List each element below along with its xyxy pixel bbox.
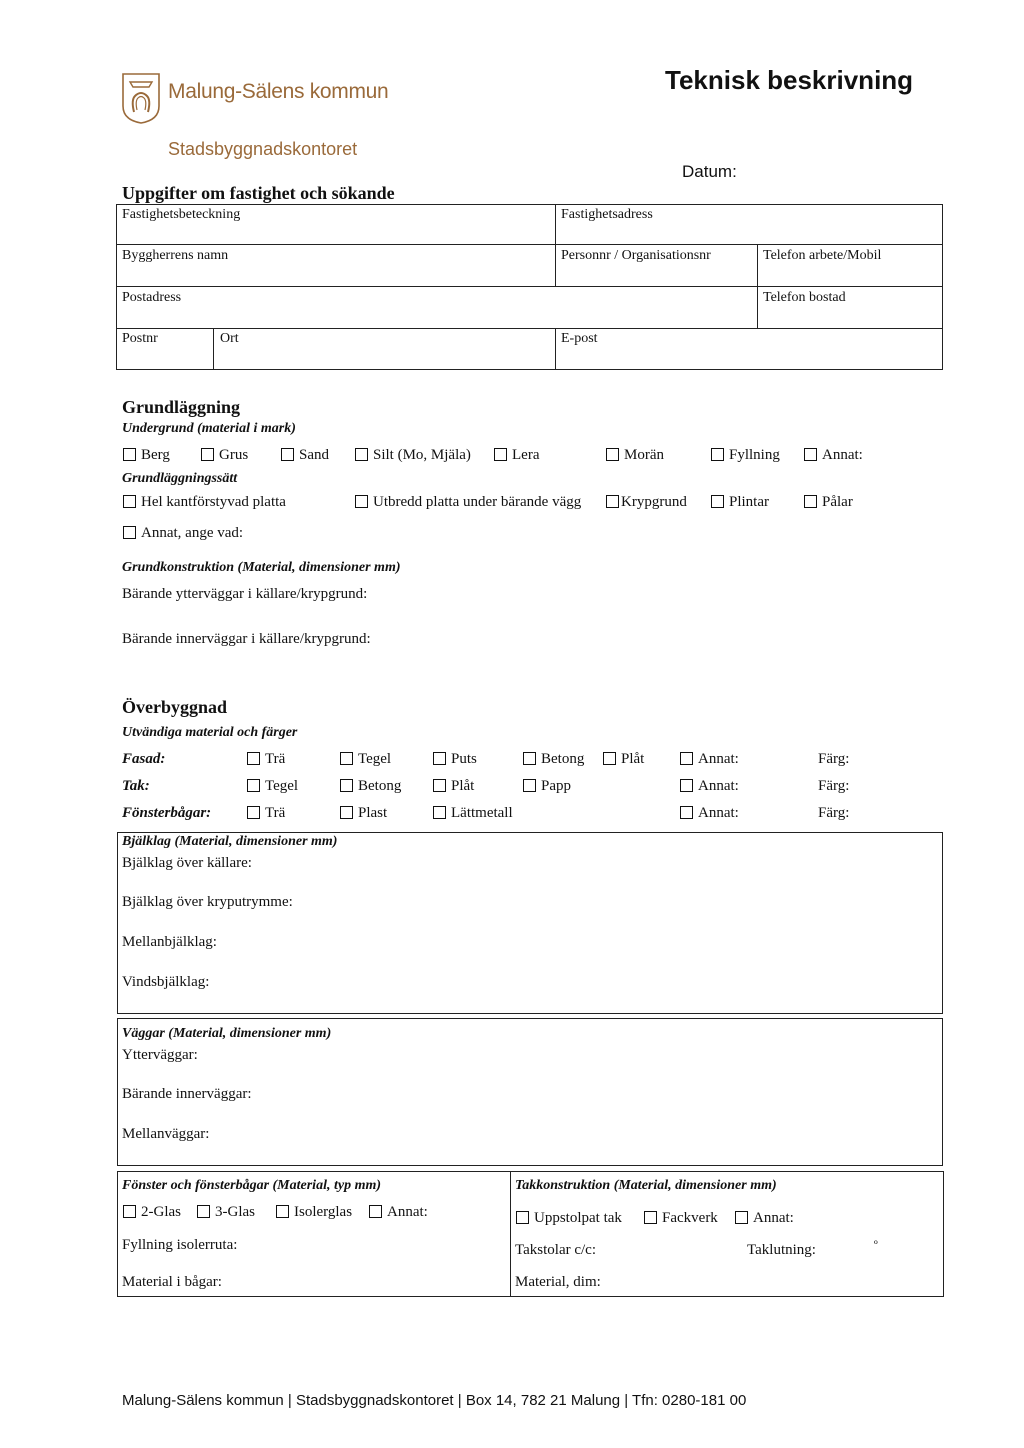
postadress-field[interactable]: Postadress: [122, 290, 182, 305]
fonster-heading: Fönster och fönsterbågar (Material, typ mm): [122, 1178, 382, 1193]
fastighetsadress-field[interactable]: Fastighetsadress: [561, 207, 653, 222]
checkbox-sand[interactable]: Sand: [281, 447, 329, 464]
tak-farg-field[interactable]: Färg:: [818, 778, 850, 794]
checkbox-tak-betong[interactable]: Betong: [340, 778, 401, 795]
checkbox-fyllning[interactable]: Fyllning: [711, 447, 780, 464]
checkbox-icon[interactable]: [355, 495, 368, 508]
personnr-field[interactable]: Personnr / Organisationsnr: [561, 248, 711, 263]
checkbox-3-glas[interactable]: 3-Glas: [197, 1204, 255, 1221]
checkbox-icon[interactable]: [680, 779, 693, 792]
checkbox-icon[interactable]: [603, 752, 616, 765]
checkbox-fackverk[interactable]: Fackverk: [644, 1210, 718, 1227]
checkbox-icon[interactable]: [680, 806, 693, 819]
checkbox-icon[interactable]: [123, 526, 136, 539]
checkbox-palar[interactable]: Pålar: [804, 494, 853, 511]
checkbox-annat-undergrund[interactable]: Annat:: [804, 447, 863, 464]
checkbox-isolerglas[interactable]: Isolerglas: [276, 1204, 352, 1221]
grundlaggningssatt-label: Grundläggningssätt: [122, 471, 238, 486]
checkbox-icon[interactable]: [606, 495, 619, 508]
fasad-label: Fasad:: [122, 751, 166, 767]
barande-yttervaggar-field[interactable]: Bärande ytterväggar i källare/krypgrund:: [122, 586, 368, 602]
checkbox-icon[interactable]: [369, 1205, 382, 1218]
checkbox-icon[interactable]: [804, 448, 817, 461]
degree-symbol: º: [874, 1238, 878, 1252]
checkbox-icon[interactable]: [355, 448, 368, 461]
checkbox-fonster-lattmetall[interactable]: Lättmetall: [433, 805, 513, 822]
utvandiga-label: Utvändiga material och färger: [122, 725, 298, 740]
epost-field[interactable]: E-post: [561, 331, 598, 346]
checkbox-tak-konstruktion-annat[interactable]: Annat:: [735, 1210, 794, 1227]
checkbox-icon[interactable]: [247, 779, 260, 792]
telefon-bostad-field[interactable]: Telefon bostad: [763, 290, 846, 305]
fonster-farg-field[interactable]: Färg:: [818, 805, 850, 821]
checkbox-fasad-plat[interactable]: Plåt: [603, 751, 644, 768]
checkbox-grus[interactable]: Grus: [201, 447, 248, 464]
telefon-arbete-field[interactable]: Telefon arbete/Mobil: [763, 248, 882, 263]
grundkonstruktion-label: Grundkonstruktion (Material, dimensioner mm): [122, 560, 401, 575]
checkbox-icon[interactable]: [247, 752, 260, 765]
checkbox-icon[interactable]: [711, 448, 724, 461]
byggherrens-namn-field[interactable]: Byggherrens namn: [122, 248, 229, 263]
barande-innervaggar-overbyggnad-field[interactable]: Bärande innerväggar:: [122, 1086, 252, 1102]
section-heading-overbyggnad: Överbyggnad: [122, 697, 228, 717]
checkbox-icon[interactable]: [123, 448, 136, 461]
checkbox-icon[interactable]: [523, 752, 536, 765]
checkbox-berg[interactable]: Berg: [123, 447, 170, 464]
checkbox-icon[interactable]: [247, 806, 260, 819]
fasad-farg-field[interactable]: Färg:: [818, 751, 850, 767]
date-label: Datum:: [682, 162, 737, 181]
checkbox-icon[interactable]: [276, 1205, 289, 1218]
fyllning-isolerruta-field[interactable]: Fyllning isolerruta:: [122, 1237, 238, 1253]
takstolar-cc-field[interactable]: Takstolar c/c:: [515, 1242, 596, 1258]
checkbox-icon[interactable]: [606, 448, 619, 461]
checkbox-icon[interactable]: [735, 1211, 748, 1224]
undergrund-label: Undergrund (material i mark): [122, 421, 296, 436]
checkbox-icon[interactable]: [523, 779, 536, 792]
bjalklag-over-kallare-field[interactable]: Bjälklag över källare:: [122, 855, 252, 871]
checkbox-fonster-glas-annat[interactable]: Annat:: [369, 1204, 428, 1221]
checkbox-icon[interactable]: [340, 752, 353, 765]
barande-innervaggar-field[interactable]: Bärande innerväggar i källare/krypgrund:: [122, 631, 371, 647]
mellanvaggar-field[interactable]: Mellanväggar:: [122, 1126, 210, 1142]
checkbox-2-glas[interactable]: 2-Glas: [123, 1204, 181, 1221]
checkbox-lera[interactable]: Lera: [494, 447, 539, 464]
checkbox-tak-papp[interactable]: Papp: [523, 778, 571, 795]
checkbox-icon[interactable]: [201, 448, 214, 461]
material-i-bagar-field[interactable]: Material i bågar:: [122, 1274, 222, 1290]
checkbox-fasad-puts[interactable]: Puts: [433, 751, 477, 768]
page-title: Teknisk beskrivning: [665, 65, 914, 95]
section-heading-uppgifter: Uppgifter om fastighet och sökande: [122, 183, 395, 203]
takkonstruktion-heading: Takkonstruktion (Material, dimensioner mm): [515, 1178, 777, 1193]
department-name: Stadsbyggnadskontoret: [168, 139, 358, 159]
bjalklag-over-kryputrymme-field[interactable]: Bjälklag över kryputrymme:: [122, 894, 293, 910]
checkbox-icon[interactable]: [433, 779, 446, 792]
municipality-logo: [121, 72, 161, 124]
checkbox-annat-grundlaggning[interactable]: Annat, ange vad:: [123, 525, 243, 542]
applicant-info-table: [116, 204, 943, 370]
fastighetsbeteckning-field[interactable]: Fastighetsbeteckning: [122, 207, 241, 222]
checkbox-icon[interactable]: [123, 1205, 136, 1218]
checkbox-kantforstyvad-platta[interactable]: Hel kantförstyvad platta: [123, 494, 286, 511]
vaggar-heading: Väggar (Material, dimensioner mm): [122, 1026, 332, 1041]
checkbox-icon[interactable]: [281, 448, 294, 461]
checkbox-fonster-tra[interactable]: Trä: [247, 805, 285, 822]
org-name: Malung-Sälens kommun: [168, 80, 389, 103]
checkbox-icon[interactable]: [340, 806, 353, 819]
checkbox-tak-annat[interactable]: Annat:: [680, 778, 739, 795]
checkbox-icon[interactable]: [433, 806, 446, 819]
material-dim-field[interactable]: Material, dim:: [515, 1274, 601, 1290]
checkbox-icon[interactable]: [516, 1211, 529, 1224]
checkbox-fonster-annat[interactable]: Annat:: [680, 805, 739, 822]
footer-contact: Malung-Sälens kommun | Stadsbyggnadskontoret | Box 14, 782 21 Malung | Tfn: 0280-181 00: [122, 1392, 747, 1409]
checkbox-icon[interactable]: [711, 495, 724, 508]
checkbox-icon[interactable]: [340, 779, 353, 792]
checkbox-icon[interactable]: [123, 495, 136, 508]
checkbox-fasad-betong[interactable]: Betong: [523, 751, 584, 768]
bjalklag-heading: Bjälklag (Material, dimensioner mm): [122, 834, 338, 849]
fonsterbagar-label: Fönsterbågar:: [122, 805, 212, 821]
checkbox-fasad-annat[interactable]: Annat:: [680, 751, 739, 768]
mellanbjalklag-field[interactable]: Mellanbjälklag:: [122, 934, 217, 950]
checkbox-krypgrund[interactable]: Krypgrund: [606, 494, 687, 511]
checkbox-tak-plat[interactable]: Plåt: [433, 778, 474, 795]
yttervaggar-field[interactable]: Ytterväggar:: [122, 1047, 198, 1063]
checkbox-icon[interactable]: [644, 1211, 657, 1224]
checkbox-icon[interactable]: [804, 495, 817, 508]
checkbox-uppstolpat-tak[interactable]: Uppstolpat tak: [516, 1210, 622, 1227]
checkbox-plintar[interactable]: Plintar: [711, 494, 769, 511]
vindsbjalklag-field[interactable]: Vindsbjälklag:: [122, 974, 210, 990]
checkbox-icon[interactable]: [680, 752, 693, 765]
checkbox-tak-tegel[interactable]: Tegel: [247, 778, 298, 795]
taklutning-field[interactable]: Taklutning:: [747, 1242, 816, 1258]
ort-field[interactable]: Ort: [220, 331, 239, 346]
checkbox-moran[interactable]: Morän: [606, 447, 664, 464]
coat-of-arms-icon: [121, 72, 161, 124]
checkbox-fasad-tra[interactable]: Trä: [247, 751, 285, 768]
postnr-field[interactable]: Postnr: [122, 331, 158, 346]
checkbox-icon[interactable]: [433, 752, 446, 765]
checkbox-utbredd-platta[interactable]: Utbredd platta under bärande vägg: [355, 494, 581, 511]
tak-label: Tak:: [122, 778, 150, 794]
checkbox-silt[interactable]: Silt (Mo, Mjäla): [355, 447, 471, 464]
checkbox-icon[interactable]: [494, 448, 507, 461]
section-heading-grundlaggning: Grundläggning: [122, 397, 241, 417]
checkbox-fasad-tegel[interactable]: Tegel: [340, 751, 391, 768]
checkbox-icon[interactable]: [197, 1205, 210, 1218]
checkbox-fonster-plast[interactable]: Plast: [340, 805, 387, 822]
